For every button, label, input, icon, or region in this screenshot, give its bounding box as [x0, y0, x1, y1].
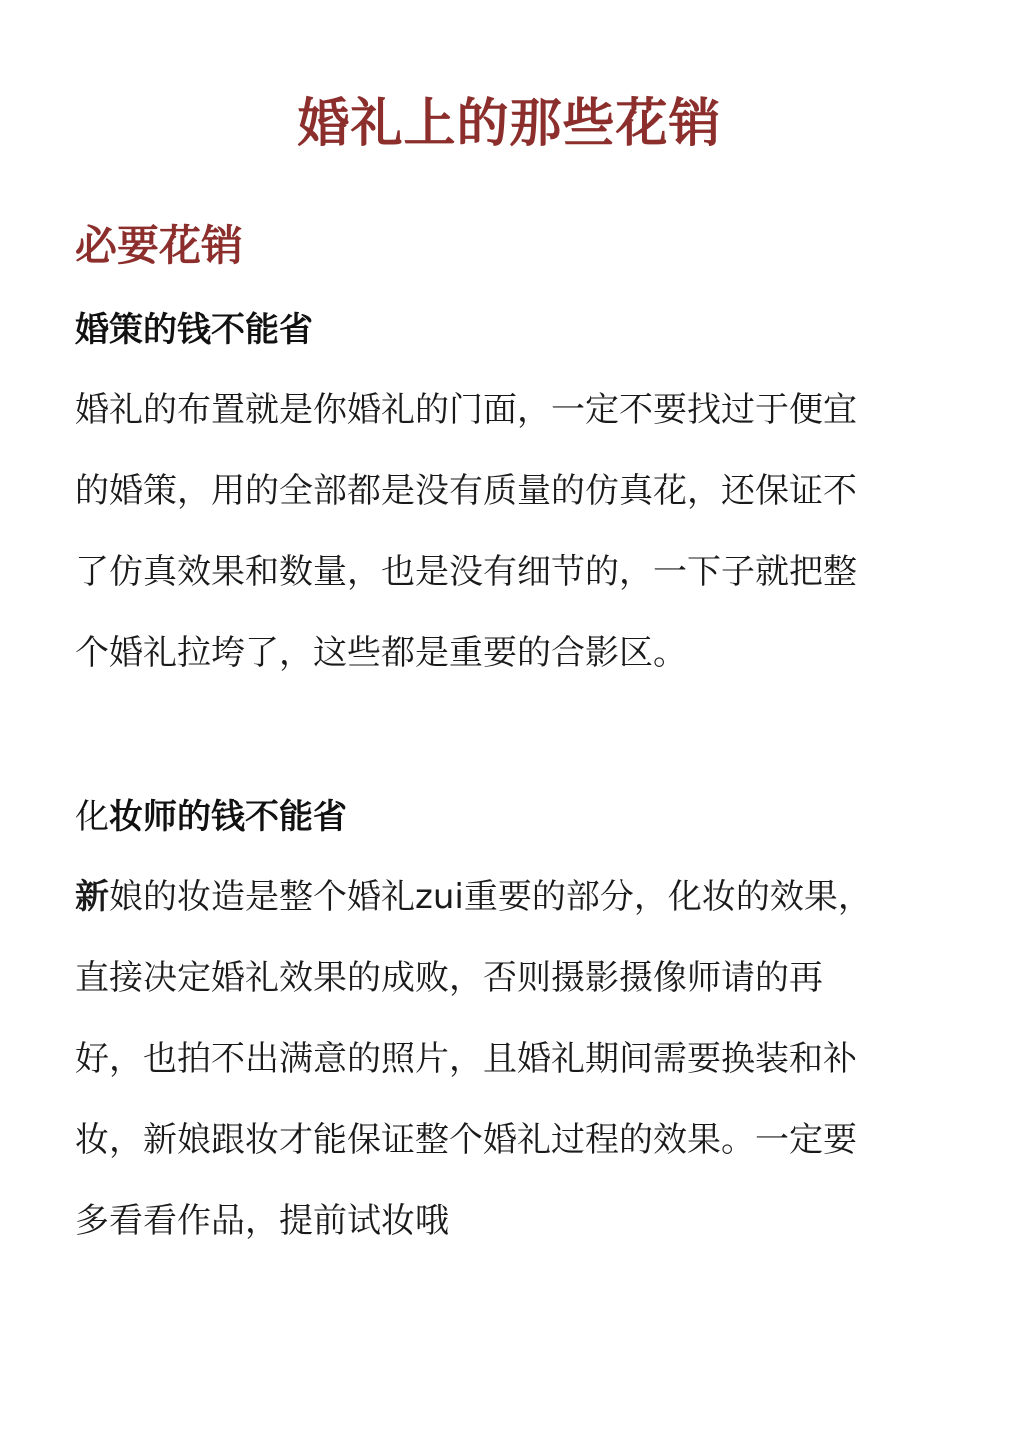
- page-title: 婚礼上的那些花销: [297, 94, 722, 154]
- item-paragraph-makeup-artist: [75, 857, 965, 1262]
- item-heading-makeup-artist: [75, 792, 347, 842]
- paragraph-first-char: 新: [75, 877, 109, 917]
- paragraph-line: 直接决定婚礼效果的成败，否则摄影摄像师请的再: [75, 958, 823, 998]
- paragraph-line: 个婚礼拉垮了，这些都是重要的合影区。: [75, 633, 687, 673]
- item-heading-first-char: 化: [75, 797, 109, 837]
- paragraph-line: 的婚策，用的全部都是没有质量的仿真花，还保证不: [75, 471, 857, 511]
- paragraph-line: 了仿真效果和数量，也是没有细节的，一下子就把整: [75, 552, 857, 592]
- item-heading-rest: 妆师的钱不能省: [109, 797, 347, 837]
- paragraph-line: 婚礼的布置就是你婚礼的门面，一定不要找过于便宜: [75, 390, 857, 430]
- item-paragraph-wedding-planner: [75, 370, 965, 694]
- item-heading-wedding-planner: 婚策的钱不能省: [75, 310, 313, 350]
- paragraph-line: 好，也拍不出满意的照片，且婚礼期间需要换装和补: [75, 1039, 857, 1079]
- paragraph-line: 多看看作品，提前试妆哦: [75, 1201, 449, 1241]
- paragraph-line: [75, 857, 965, 938]
- section-heading: 必要花销: [75, 221, 244, 270]
- paragraph-line-rest: 娘的妆造是整个婚礼zui重要的部分，化妆的效果，: [109, 877, 872, 917]
- paragraph-line: 妆，新娘跟妆才能保证整个婚礼过程的效果。一定要: [75, 1120, 857, 1160]
